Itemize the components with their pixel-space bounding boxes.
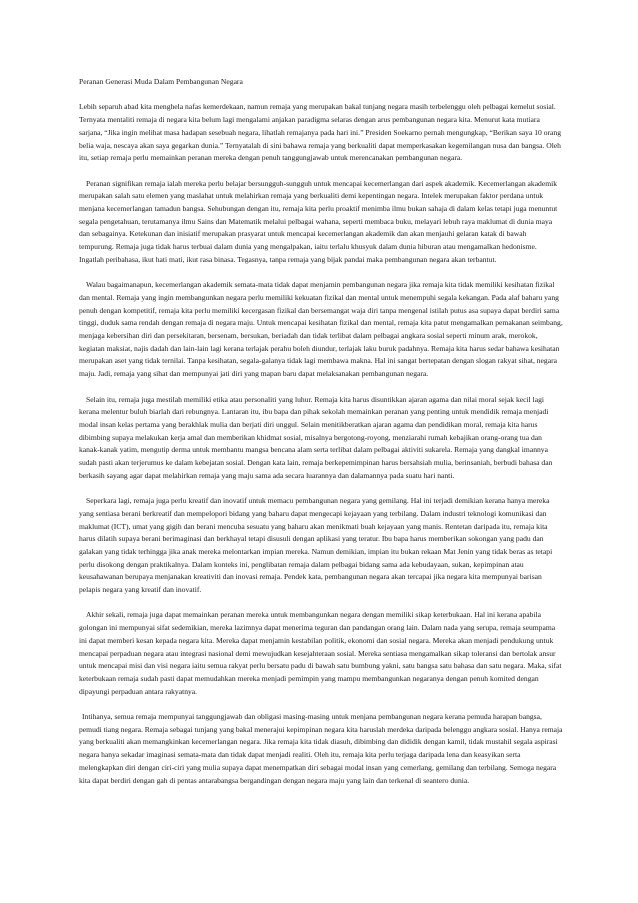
document-title: Peranan Generasi Muda Dalam Pembangunan Negara — [79, 77, 243, 86]
paragraph-health: Walau bagaimanapun, kecemerlangan akademik semata-mata tidak dapat menjamin pembangunan negara jika remaja kita tidak memiliki kesihatan fizikal dan mental. Remaja yang ingin membangunkan negara perlu memiliki kekuatan fizikal dan mental untuk menempuhi segala kekangan. Pada alaf baharu yang penuh dengan kompetitif, remaja kita perlu memiliki kecergasan fizikal dan bersemangat waja diri tanpa mengenal istilah putus asa supaya dapat berdiri sama tinggi, duduk sama rendah dengan remaja di negara maju. Untuk mencapai kesihatan fizikal dan mental, remaja kita patut mengamalkan pemakanan seimbang, menjaga kebersihan diri dan persekitaran, bersenam, bersukan, beriadah dan tidak terlibat dalam pelbagai angkara sosial seperti minum arak, merokok, kegiatan maksiat, najis dadah dan lain-lain lagi kerana terlajak perahu boleh diundur, terlajak laku buruk padahnya. Remaja kita harus sedar bahawa kesihatan merupakan aset yang tidak ternilai. Tanpa kesihatan, segala-galanya tidak lagi membawa makna. Hal ini sangat bertepatan dengan slogan rakyat sihat, negara maju. Jadi, remaja yang sihat dan mempunyai jati diri yang mapan baru dapat melaksanakan pembangunan negara. — [79, 280, 563, 379]
paragraph-academic: Peranan signifikan remaja ialah mereka perlu belajar bersungguh-sungguh untuk mencapai kecemerlangan dari aspek akademik. Kecemerlangan akademik merupakan salah satu elemen yang maslahat untuk melahirkan remaja yang berkualiti demi kepentingan negara. Intelek merupakan faktor perdana untuk menjana kecemerlangan tamadun bangsa. Sehubungan dengan itu, remaja kita perlu proaktif menimba ilmu bukan sahaja di dalam kelas tetapi juga menuntut segala pengetahuan, terutamanya ilmu Sains dan Matematik melalui pelbagai wahana, seperti membaca buku, melayari lebuh raya maklumat di dunia maya dan sebagainya. Ketekunan dan inisiatif merupakan prasyarat untuk mencapai kecemerlangan akademik dan akan menjauhi gelaran katak di bawah tempurung. Remaja juga tidak harus terbuai dalam dunia yang mengalpakan, iaitu terlalu khusyuk dalam dunia hiburan atau mengamalkan hedonisme. Ingatlah peribahasa, ikut hati mati, ikut rasa binasa. Tegasnya, tanpa remaja yang bijak pandai maka pembangunan negara akan terbantut. — [79, 178, 558, 264]
document-page — [79, 76, 563, 800]
paragraph-intro: Lebih separuh abad kita menghela nafas kemerdekaan, namun remaja yang merupakan bakal tunjang negara masih terbelenggu oleh pelbagai kemelut sosial. Ternyata mentaliti remaja di negara kita belum lagi mengalami anjakan paradigma selaras dengan arus pembangunan negara kita. Menurut kata mutiara sarjana, “Jika ingin melihat masa hadapan sesebuah negara, lihatlah remajanya pada hari ini.” Presiden Soekarno pernah mengungkap, “Berikan saya 10 orang belia waja, nescaya akan saya gegarkan dunia.” Ternyatalah di sini bahawa remaja yang berkualiti dapat memperkasakan kegemilangan nusa dan bangsa. Oleh itu, setiap remaja perlu memainkan peranan mereka dengan penuh tanggungjawab untuk merencanakan pembangunan negara. — [79, 102, 562, 163]
paragraph-ethics: Selain itu, remaja juga mestilah memiliki etika atau personaliti yang luhur. Remaja kita harus disuntikkan ajaran agama dan nilai moral sejak kecil lagi kerana melentur buluh biarlah dari rebungnya. Lantaran itu, ibu bapa dan pihak sekolah memainkan peranan yang penting untuk mendidik remaja menjadi modal insan kelas pertama yang berakhlak mulia dan berjati diri unggul. Selain menitikberatkan ajaran agama dan pendidikan moral, remaja kita harus dibimbing supaya melakukan kerja amal dan memberikan khidmat sosial, misalnya bergotong-royong, menziarahi rumah kebajikan orang-orang tua dan kanak-kanak yatim, mengutip derma untuk membantu mangsa bencana alam serta terlibat dalam pelbagai aktiviti sukarela. Remaja yang dangkal imannya sudah pasti akan terjerumus ke dalam kebejatan sosial. Dengan kata lain, remaja berkepemimpinan harus bersahsiah mulia, berinsaniah, berbudi bahasa dan berkasih sayang agar dapat melahirkan remaja yang maju sama ada secara luarannya dan dalamannya pada suatu hari nanti. — [79, 394, 553, 480]
paragraph-conclusion: Intihanya, semua remaja mempunyai tanggungjawab dan obligasi masing-masing untuk menjana pembangunan negara kerana pemuda harapan bangsa, pemudi tiang negara. Remaja sebagai tunjang yang bakal menerajui kepimpinan negara kita haruslah merdeka daripada belenggu angkara sosial. Hanya remaja yang berkualiti akan memangkinkan kecemerlangan negara. Jika remaja kita tidak diasuh, dibimbing dan dididik dengan kamil, tidak mustahil segala aspirasi negara hanya sekadar imaginasi semata-mata dan tidak dapat menjadi realiti. Oleh itu, remaja kita perlu terjaga daripada lena dan keasyikan serta melengkapkan diri dengan ciri-ciri yang mulia supaya dapat menempatkan diri sebagai modal insan yang cemerlang, gemilang dan terbilang. Semoga negara kita dapat berdiri dengan gah di pentas antarabangsa bergandingan dengan negara maju yang lain dan terkenal di seantero dunia. — [79, 712, 563, 785]
paragraph-creativity: Seperkara lagi, remaja juga perlu kreatif dan inovatif untuk memacu pembangunan negara yang gemilang. Hal ini terjadi demikian kerana hanya mereka yang sentiasa berani berkreatif dan mempelopori bidang yang baharu dapat mengecapi kejayaan yang terbilang. Dalam industri teknologi komunikasi dan maklumat (ICT), umat yang gigih dan berani mencuba sesuatu yang baharu akan menikmati buah kejayaan yang manis. Rentetan daripada itu, remaja kita harus dilatih supaya berani berimaginasi dan berkhayal tetapi disusuli dengan aplikasi yang teratur. Ibu bapa harus memberikan sokongan yang padu dan galakan yang tidak terhingga jika anak mereka melontarkan impian mereka. Namun demikian, impian itu bukan rekaan Mat Jenin yang tidak beras as tetapi perlu disokong dengan praktikalnya. Dalam konteks ini, penglibatan remaja dalam pelbagai bidang sama ada kebudayaan, sukan, kepimpinan atau keusahawanan berupaya menjanakan kreativiti dan inovasi remaja. Pendek kata, pembangunan negara akan tercapai jika negara kita mempunyai barisan pelapis negara yang kreatif dan inovatif. — [79, 496, 553, 595]
paragraph-openness: Akhir sekali, remaja juga dapat memainkan peranan mereka untuk membangunkan negara dengan memiliki sikap keterbukaan. Hal ini kerana apabila golongan ini mempunyai sifat sedemikian, mereka lazimnya dapat menerima teguran dan pandangan orang lain. Dalam nada yang serupa, remaja seumpama ini dapat memberi kesan kepada negara kita. Mereka dapat menjamin kestabilan politik, ekonomi dan sosial negara. Mereka akan menjadi pendukung untuk mencapai perpaduan negara atau integrasi nasional demi mewujudkan kesejahteraan sosial. Mereka sentiasa mengamalkan sikap toleransi dan bertolak ansur untuk mencapai misi dan visi negara iaitu semua rakyat perlu bersatu padu di bawah satu bumbung yakni, satu bangsa satu bahasa dan satu negara. Maka, sifat keterbukaan remaja sudah pasti dapat memudahkan mereka menjadi pemimpin yang mampu membangunkan negaranya dengan penuh komited dengan dipayungi perpaduan antara rakyatnya. — [79, 610, 562, 696]
